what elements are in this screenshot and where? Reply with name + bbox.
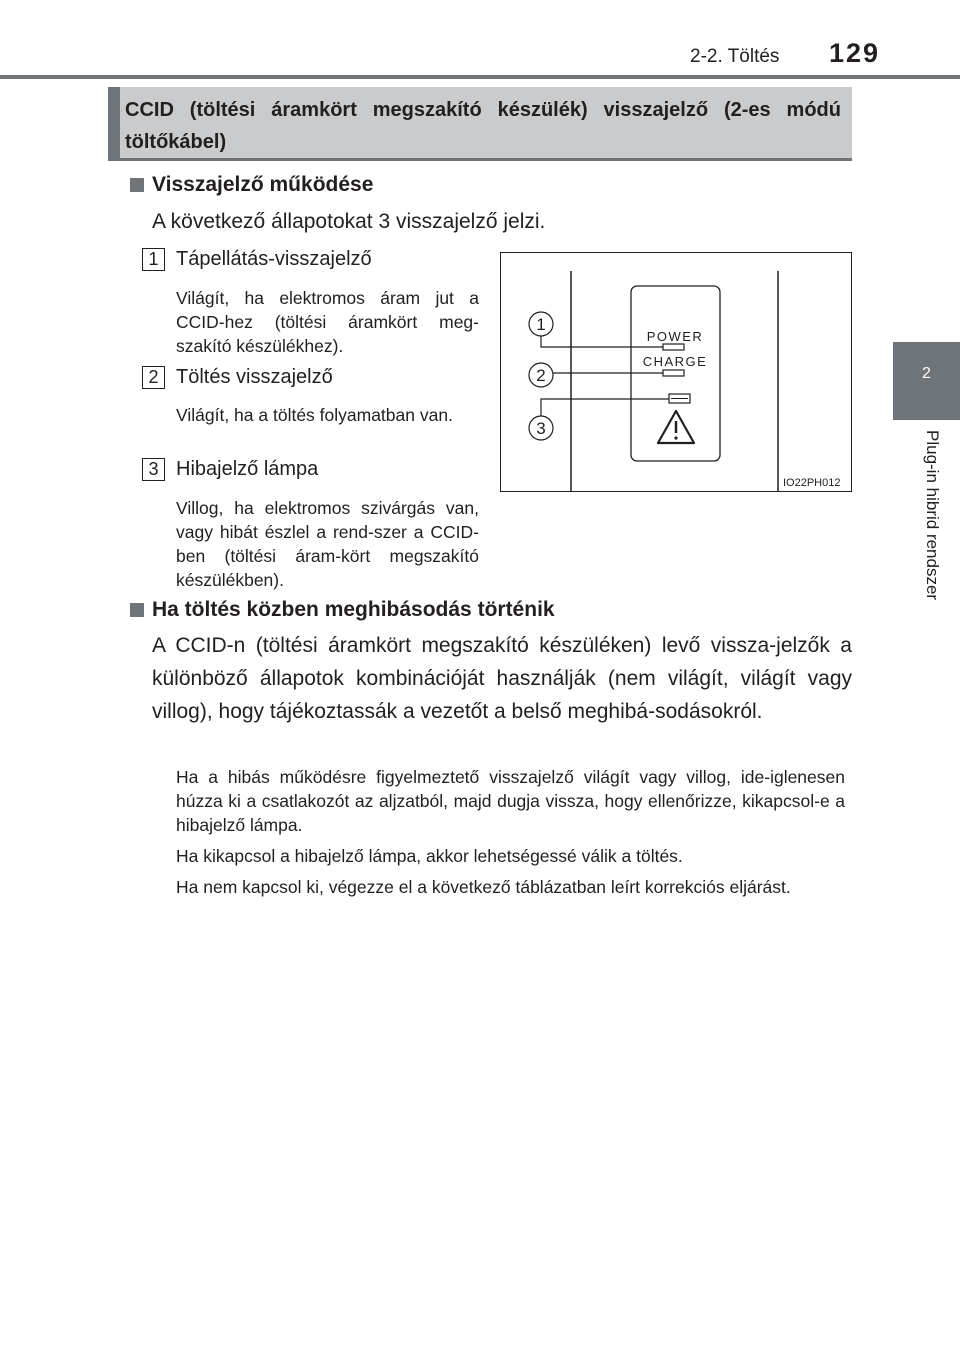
note-text: Ha nem kapcsol ki, végezze el a következő táblázatban leírt korrekciós eljárást.	[176, 877, 791, 897]
page-number: 129	[829, 38, 881, 68]
power-label: POWER	[646, 329, 704, 344]
heading-bullet-icon	[130, 178, 144, 192]
callout-number: 3	[536, 419, 546, 438]
running-header-section: 2-2. Töltés	[690, 46, 780, 67]
item-desc-power: Világít, ha elektromos áram jut a CCID-hez (töltési áramkört meg-szakító készülékhez).	[176, 288, 479, 356]
item-number: 2	[148, 367, 159, 387]
chapter-tab-number: 2	[922, 365, 931, 382]
callout-number: 1	[536, 315, 546, 334]
item-title-charge: Töltés visszajelző	[176, 366, 333, 388]
item-title-fault: Hibajelző lámpa	[176, 458, 319, 480]
item-desc-charge: Világít, ha a töltés folyamatban van.	[176, 405, 453, 425]
heading-indicator-operation: Visszajelző működése	[152, 173, 374, 196]
malfunction-paragraph: A CCID-n (töltési áramkört megszakító készüléken) levő vissza-jelzők a különböző állapotok kombinációját használják (nem világít, világít vagy villog), hogy tájékoztassák a vezetőt a belső meghibá-sodásokról.	[152, 634, 852, 723]
ccid-figure	[500, 252, 852, 492]
header-rule	[0, 75, 960, 79]
item-number: 1	[148, 249, 159, 269]
figure-code: IO22PH012	[783, 477, 841, 489]
note-text: Ha kikapcsol a hibajelző lámpa, akkor lehetségessé válik a töltés.	[176, 846, 683, 866]
charge-label: CHARGE	[642, 354, 708, 369]
item-title-power: Tápellátás-visszajelző	[176, 248, 372, 270]
heading-malfunction: Ha töltés közben meghibásodás történik	[152, 598, 555, 621]
chapter-tab-title: Plug-in hibrid rendszer	[923, 430, 942, 601]
item-number: 3	[148, 459, 159, 479]
item-desc-fault: Villog, ha elektromos szivárgás van, vagy hibát észlel a rend-szer a CCID-ben (töltési áram-kört megszakító készülékben).	[176, 498, 479, 590]
ccid-illustration	[501, 253, 851, 491]
section-title-bar	[108, 87, 120, 160]
callout-number: 2	[536, 366, 546, 385]
intro-text: A következő állapotokat 3 visszajelző jelzi.	[152, 210, 546, 233]
section-title: CCID (töltési áramkört megszakító készülék) visszajelző (2-es módú töltőkábel)	[125, 99, 841, 153]
note-text: Ha a hibás működésre figyelmeztető visszajelző világít vagy villog, ide-iglenesen húzza ki a csatlakozót az aljzatból, majd dugja vissza, hogy ellenőrizze, kikapcsol-e a hibajelző lámpa.	[176, 767, 845, 835]
heading-bullet-icon	[130, 603, 144, 617]
section-title-rule	[108, 158, 852, 161]
